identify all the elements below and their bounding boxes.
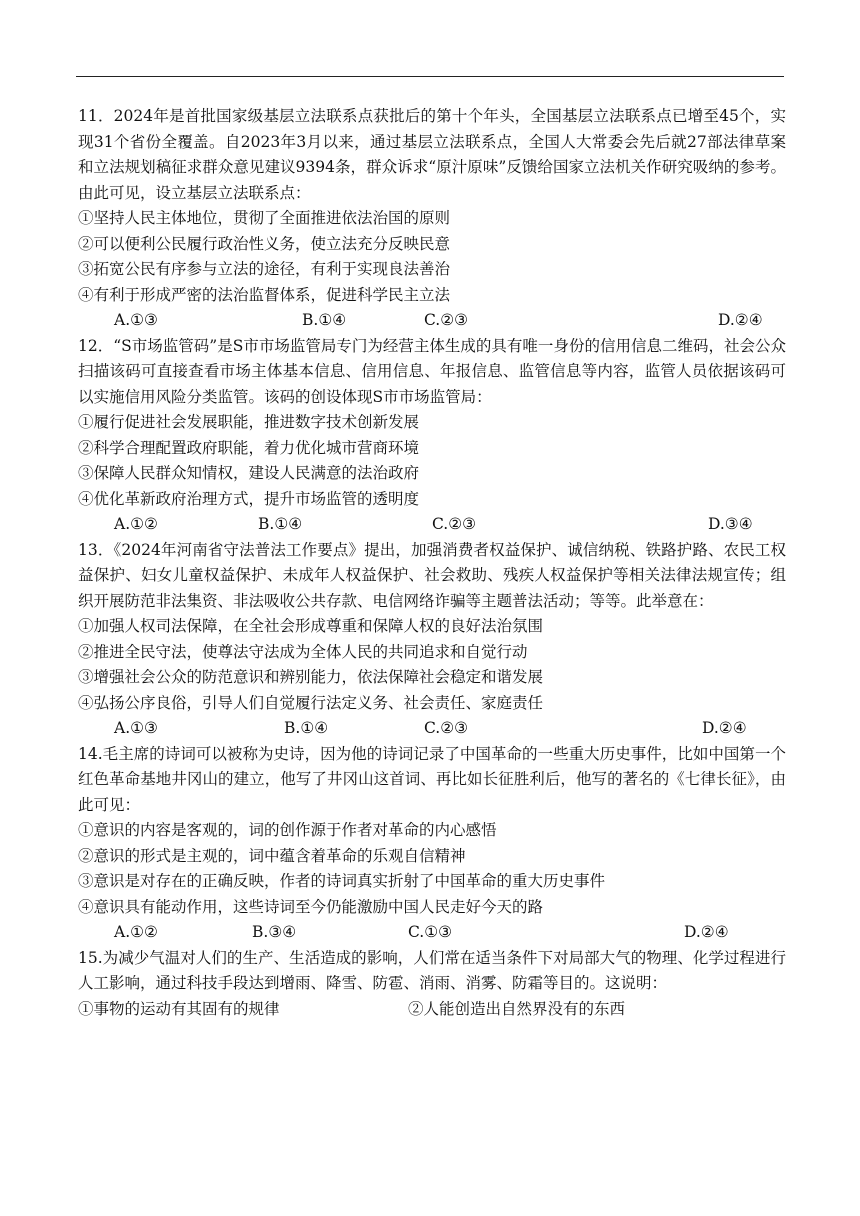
choice-a[interactable]: A.①②: [114, 515, 158, 533]
option-1: ①事物的运动有其固有的规律: [78, 999, 280, 1018]
choice-c[interactable]: C.②③: [432, 515, 477, 533]
question-11: [78, 104, 786, 334]
option-3: ③意识是对存在的正确反映，作者的诗词真实折射了中国革命的重大历史事件: [78, 872, 606, 890]
choice-d[interactable]: D.③④: [708, 515, 753, 533]
question-12: [78, 334, 786, 538]
question-stem: 11．2024年是首批国家级基层立法联系点获批后的第十个年头，全国基层立法联系点已增至45个，实现31个省份全覆盖。自2023年3月以来，通过基层立法联系点，全国人大常委会先后就27部法律草案和立法规划稿征求群众意见建议9394条，群众诉求“原汁原味”反馈给国家立法机关作研究吸纳的参考。由此可见，设立基层立法联系点：: [78, 107, 786, 202]
answer-choices: [78, 920, 786, 946]
question-stem: 12．“S市场监管码”是S市市场监管局专门为经营主体生成的具有唯一身份的信用信息二维码，社会公众扫描该码可直接查看市场主体基本信息、信用信息、年报信息、监管信息等内容，监管人员依据该码可以实施信用风险分类监管。该码的创设体现S市市场监管局：: [78, 336, 786, 406]
option-1: ①坚持人民主体地位，贯彻了全面推进依法治国的原则: [78, 209, 451, 227]
option-4: ④意识具有能动作用，这些诗词至今仍能激励中国人民走好今天的路: [78, 897, 544, 916]
option-1: ①加强人权司法保障，在全社会形成尊重和保障人权的良好法治氛围: [78, 617, 544, 635]
choice-c[interactable]: C.①③: [408, 923, 453, 941]
choice-d[interactable]: D.②④: [718, 311, 763, 329]
question-15: [78, 946, 786, 1023]
question-stem: 14.毛主席的诗词可以被称为史诗，因为他的诗词记录了中国革命的一些重大历史事件，比如中国第一个红色革命基地井冈山的建立，他写了井冈山这首词、再比如长征胜利后，他写的著名的《七律长征》，由此可见：: [78, 744, 786, 814]
choice-b[interactable]: B.①④: [258, 515, 303, 533]
option-2: ②可以便利公民履行政治性义务，使立法充分反映民意: [78, 234, 451, 253]
option-4: ④优化革新政府治理方式，提升市场监管的透明度: [78, 489, 420, 508]
inline-options: [78, 997, 786, 1023]
answer-choices: [78, 308, 786, 334]
option-2: ②意识的形式是主观的，词中蕴含着革命的乐观自信精神: [78, 846, 466, 865]
choice-d[interactable]: D.②④: [684, 923, 729, 941]
option-1: ①履行促进社会发展职能，推进数字技术创新发展: [78, 413, 420, 431]
option-1: ①意识的内容是客观的，词的创作源于作者对革命的内心感悟: [78, 821, 497, 839]
choice-c[interactable]: C.②③: [424, 719, 469, 737]
option-3: ③增强社会公众的防范意识和辨别能力，依法保障社会稳定和谐发展: [78, 668, 544, 686]
choice-a[interactable]: A.①③: [114, 719, 158, 737]
choice-a[interactable]: A.①②: [114, 923, 158, 941]
option-4: ④有利于形成严密的法治监督体系，促进科学民主立法: [78, 285, 451, 304]
option-3: ③保障人民群众知情权，建设人民满意的法治政府: [78, 464, 420, 482]
answer-choices: [78, 512, 786, 538]
option-3: ③拓宽公民有序参与立法的途径，有利于实现良法善治: [78, 260, 451, 278]
question-stem: 13．《2024年河南省守法普法工作要点》提出，加强消费者权益保护、诚信纳税、铁路护路、农民工权益保护、妇女儿童权益保护、未成年人权益保护、社会救助、残疾人权益保护等相关法律法规宣传；组织开展防范非法集资、非法吸收公共存款、电信网络诈骗等主题普法活动；等等。此举意在：: [78, 540, 786, 610]
answer-choices: [78, 716, 786, 742]
header-rule: [76, 76, 784, 77]
option-2: ②科学合理配置政府职能，着力优化城市营商环境: [78, 438, 420, 457]
choice-a[interactable]: A.①③: [114, 311, 158, 329]
question-14: [78, 742, 786, 946]
option-2: ②人能创造出自然界没有的东西: [408, 999, 626, 1018]
question-stem: 15.为减少气温对人们的生产、生活造成的影响，人们常在适当条件下对局部大气的物理、化学过程进行人工影响，通过科技手段达到增雨、降雪、防雹、消雨、消雾、防霜等目的。这说明：: [78, 948, 786, 992]
choice-b[interactable]: B.①④: [284, 719, 329, 737]
option-2: ②推进全民守法，使尊法守法成为全体人民的共同追求和自觉行动: [78, 642, 528, 661]
choice-b[interactable]: B.③④: [252, 923, 297, 941]
choice-c[interactable]: C.②③: [424, 311, 469, 329]
question-list: [78, 104, 786, 1022]
option-4: ④弘扬公序良俗，引导人们自觉履行法定义务、社会责任、家庭责任: [78, 693, 544, 712]
question-13: [78, 538, 786, 742]
choice-d[interactable]: D.②④: [702, 719, 747, 737]
choice-b[interactable]: B.①④: [302, 311, 347, 329]
